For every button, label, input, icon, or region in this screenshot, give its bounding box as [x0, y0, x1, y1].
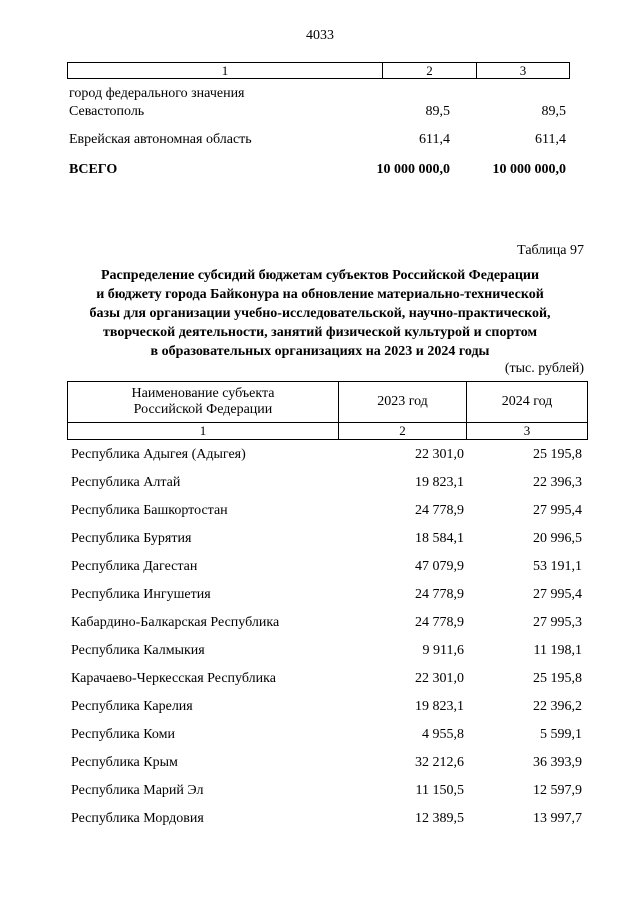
- table-row: [67, 811, 588, 839]
- subject-name: Республика Мордовия: [71, 811, 204, 826]
- value-2024: 11 198,1: [533, 643, 582, 658]
- column-numbers-row: [67, 423, 588, 440]
- subject-name: Республика Адыгея (Адыгея): [71, 447, 246, 462]
- subject-name: Республика Ингушетия: [71, 587, 211, 602]
- value-2024: 22 396,2: [533, 699, 582, 714]
- continuation-table-header: [67, 62, 570, 79]
- value-2024: 53 191,1: [533, 559, 582, 574]
- value-2024: 20 996,5: [533, 531, 582, 546]
- value-2024: 36 393,9: [533, 755, 582, 770]
- value-2024: 27 995,3: [533, 615, 582, 630]
- total-label: ВСЕГО: [69, 162, 118, 177]
- subject-name: Республика Алтай: [71, 475, 181, 490]
- value-2023: 9 911,6: [422, 643, 464, 658]
- subject-name: Республика Крым: [71, 755, 178, 770]
- value-2023: 24 778,9: [415, 503, 464, 518]
- table-row: [67, 531, 588, 559]
- total-value-2024: 10 000 000,0: [492, 162, 566, 177]
- value-2024: 27 995,4: [533, 503, 582, 518]
- title-line: и бюджету города Байконура на обновление материально-технической: [96, 287, 544, 302]
- value-2023: 22 301,0: [415, 447, 464, 462]
- subject-name: Республика Марий Эл: [71, 783, 204, 798]
- subject-name: Республика Коми: [71, 727, 175, 742]
- value-2023: 12 389,5: [415, 811, 464, 826]
- header-year-2023: 2023 год: [339, 382, 467, 422]
- value-2023: 11 150,5: [415, 783, 464, 798]
- column-number-2: 2: [339, 423, 467, 439]
- value-2023: 19 823,1: [415, 699, 464, 714]
- subject-name: Республика Бурятия: [71, 531, 192, 546]
- column-number-1: 1: [68, 423, 339, 439]
- row-value-2024: 611,4: [535, 132, 566, 147]
- units-label: (тыс. рублей): [504, 361, 584, 376]
- value-2023: 24 778,9: [415, 587, 464, 602]
- value-2024: 13 997,7: [533, 811, 582, 826]
- row-value-2023: 89,5: [425, 104, 450, 119]
- subject-name: Республика Башкортостан: [71, 503, 228, 518]
- table-number-label: Таблица 97: [517, 243, 584, 258]
- table-row: [67, 783, 588, 811]
- table-row: [67, 615, 588, 643]
- table-row: [67, 755, 588, 783]
- value-2024: 25 195,8: [533, 447, 582, 462]
- continuation-header-col-1: 1: [68, 63, 383, 78]
- continuation-row: [67, 132, 570, 150]
- continuation-header-col-3: 3: [519, 63, 527, 78]
- subject-name: Республика Дагестан: [71, 559, 198, 574]
- table-row: [67, 643, 588, 671]
- table-row: [67, 671, 588, 699]
- table-title: [40, 266, 600, 361]
- title-line: в образовательных организациях на 2023 и 2024 годы: [150, 344, 490, 359]
- subject-name: Карачаево-Черкесская Республика: [71, 671, 276, 686]
- value-2023: 47 079,9: [415, 559, 464, 574]
- value-2024: 25 195,8: [533, 671, 582, 686]
- continuation-row: [67, 86, 570, 122]
- value-2024: 27 995,4: [533, 587, 582, 602]
- subject-name: Республика Калмыкия: [71, 643, 205, 658]
- table-row: [67, 587, 588, 615]
- row-name: Еврейская автономная область: [69, 132, 252, 147]
- column-number-3: 3: [523, 423, 531, 438]
- table-row: [67, 559, 588, 587]
- value-2024: 5 599,1: [540, 727, 582, 742]
- value-2023: 19 823,1: [415, 475, 464, 490]
- table-row: [67, 727, 588, 755]
- total-value-2023: 10 000 000,0: [376, 162, 450, 177]
- value-2023: 4 955,8: [422, 727, 464, 742]
- row-name-line1: город федерального значения: [69, 86, 245, 101]
- value-2023: 18 584,1: [415, 531, 464, 546]
- table-row: [67, 475, 588, 503]
- title-line: Распределение субсидий бюджетам субъектов Российской Федерации: [100, 268, 540, 283]
- subject-name: Республика Карелия: [71, 699, 193, 714]
- value-2023: 22 301,0: [415, 671, 464, 686]
- continuation-header-col-2: 2: [383, 63, 477, 78]
- value-2023: 24 778,9: [415, 615, 464, 630]
- table-row: [67, 503, 588, 531]
- table-header: [67, 381, 588, 423]
- row-value-2024: 89,5: [541, 104, 566, 119]
- value-2023: 32 212,6: [415, 755, 464, 770]
- header-year-2024: 2024 год: [501, 394, 553, 409]
- header-subject-line1: Наименование субъекта: [131, 386, 275, 401]
- table-row: [67, 699, 588, 727]
- total-row: [67, 162, 570, 180]
- row-value-2023: 611,4: [419, 132, 450, 147]
- header-subject-line2: Российской Федерации: [133, 402, 273, 417]
- value-2024: 12 597,9: [533, 783, 582, 798]
- subject-name: Кабардино-Балкарская Республика: [71, 615, 280, 630]
- row-name-line2: Севастополь: [69, 104, 145, 119]
- title-line: базы для организации учебно-исследовательской, научно-практической,: [89, 306, 551, 321]
- table-row: [67, 447, 588, 475]
- value-2024: 22 396,3: [533, 475, 582, 490]
- header-subject-name: [68, 382, 339, 422]
- table-body: [67, 447, 588, 839]
- title-line: творческой деятельности, занятий физической культурой и спортом: [102, 325, 538, 340]
- page-number: 4033: [306, 28, 334, 43]
